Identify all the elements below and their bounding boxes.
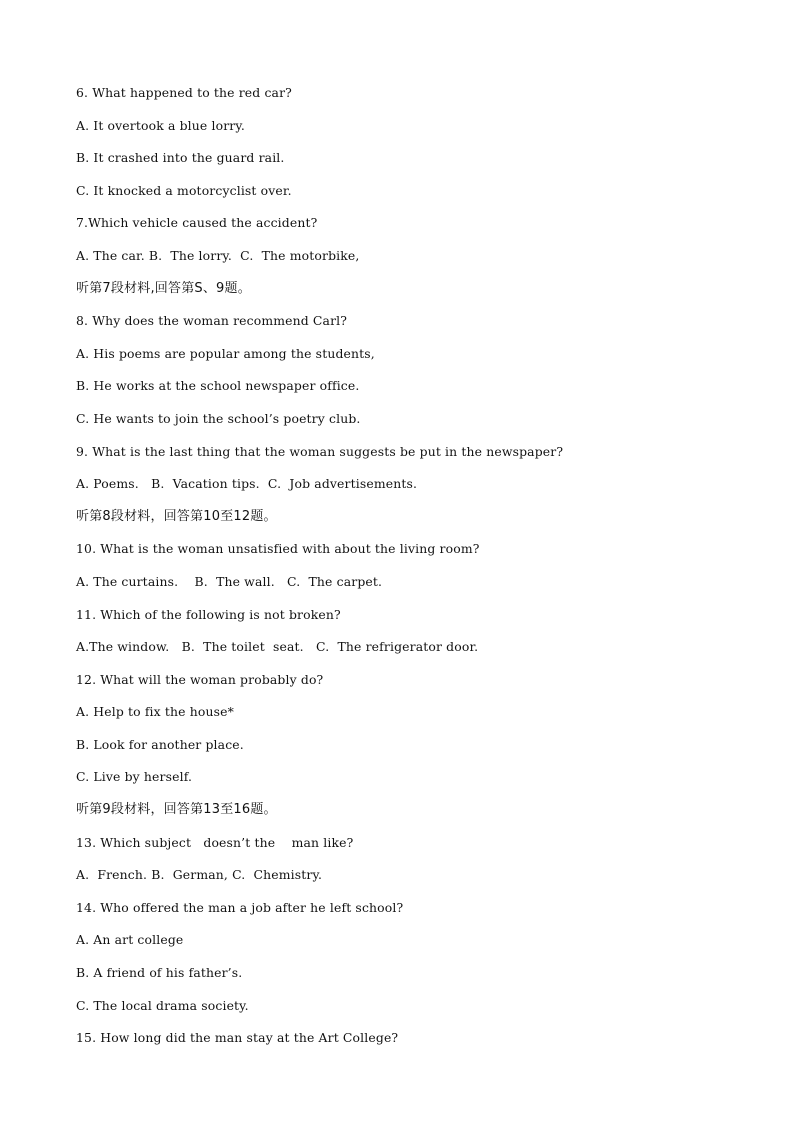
question-7: 7.Which vehicle caused the accident? — [76, 215, 318, 231]
options-13: A. French. B. German, C. Chemistry. — [76, 867, 323, 883]
option-14a: A. An art college — [76, 932, 184, 948]
question-8: 8. Why does the woman recommend Carl? — [76, 313, 348, 329]
section-9-instruction: 听第9段材料，回答第13至16题。 — [76, 802, 277, 818]
option-8c: C. He wants to join the school’s poetry club. — [76, 410, 361, 426]
options-11: A.The window. B. The toilet seat. C. The refrigerator door. — [76, 639, 479, 655]
options-10: A. The curtains. B. The wall. C. The carpet. — [76, 573, 383, 589]
option-8a: A. His poems are popular among the students, — [76, 345, 375, 361]
option-12c: C. Live by herself. — [76, 769, 193, 785]
option-12b: B. Look for another place. — [76, 736, 244, 752]
option-8b: B. He works at the school newspaper office. — [76, 378, 360, 394]
question-14: 14. Who offered the man a job after he left school? — [76, 899, 404, 915]
options-9: A. Poems. B. Vacation tips. C. Job advertisements. — [76, 476, 418, 492]
text-body — [76, 83, 756, 1061]
question-11: 11. Which of the following is not broken? — [76, 606, 341, 622]
section-8-instruction: 听第8段材料，回答第10至12题。 — [76, 508, 277, 524]
question-15: 15. How long did the man stay at the Art College? — [76, 1030, 399, 1046]
section-7-instruction: 听第7段材料,回答第S、9题。 — [76, 280, 251, 296]
question-10: 10. What is the woman unsatisfied with about the living room? — [76, 541, 480, 557]
option-6c: C. It knocked a motorcyclist over. — [76, 182, 292, 198]
question-13: 13. Which subject doesn’t the man like? — [76, 834, 354, 850]
option-6a: A. It overtook a blue lorry. — [76, 117, 245, 133]
options-7: A. The car. B. The lorry. C. The motorbike, — [76, 247, 360, 263]
option-6b: B. It crashed into the guard rail. — [76, 150, 285, 166]
question-12: 12. What will the woman probably do? — [76, 671, 324, 687]
question-6: 6. What happened to the red car? — [76, 85, 292, 100]
option-14c: C. The local drama society. — [76, 997, 249, 1013]
question-9: 9. What is the last thing that the woman suggests be put in the newspaper? — [76, 443, 564, 459]
option-12a: A. Help to fix the house* — [76, 704, 234, 720]
option-14b: B. A friend of his father’s. — [76, 965, 243, 981]
